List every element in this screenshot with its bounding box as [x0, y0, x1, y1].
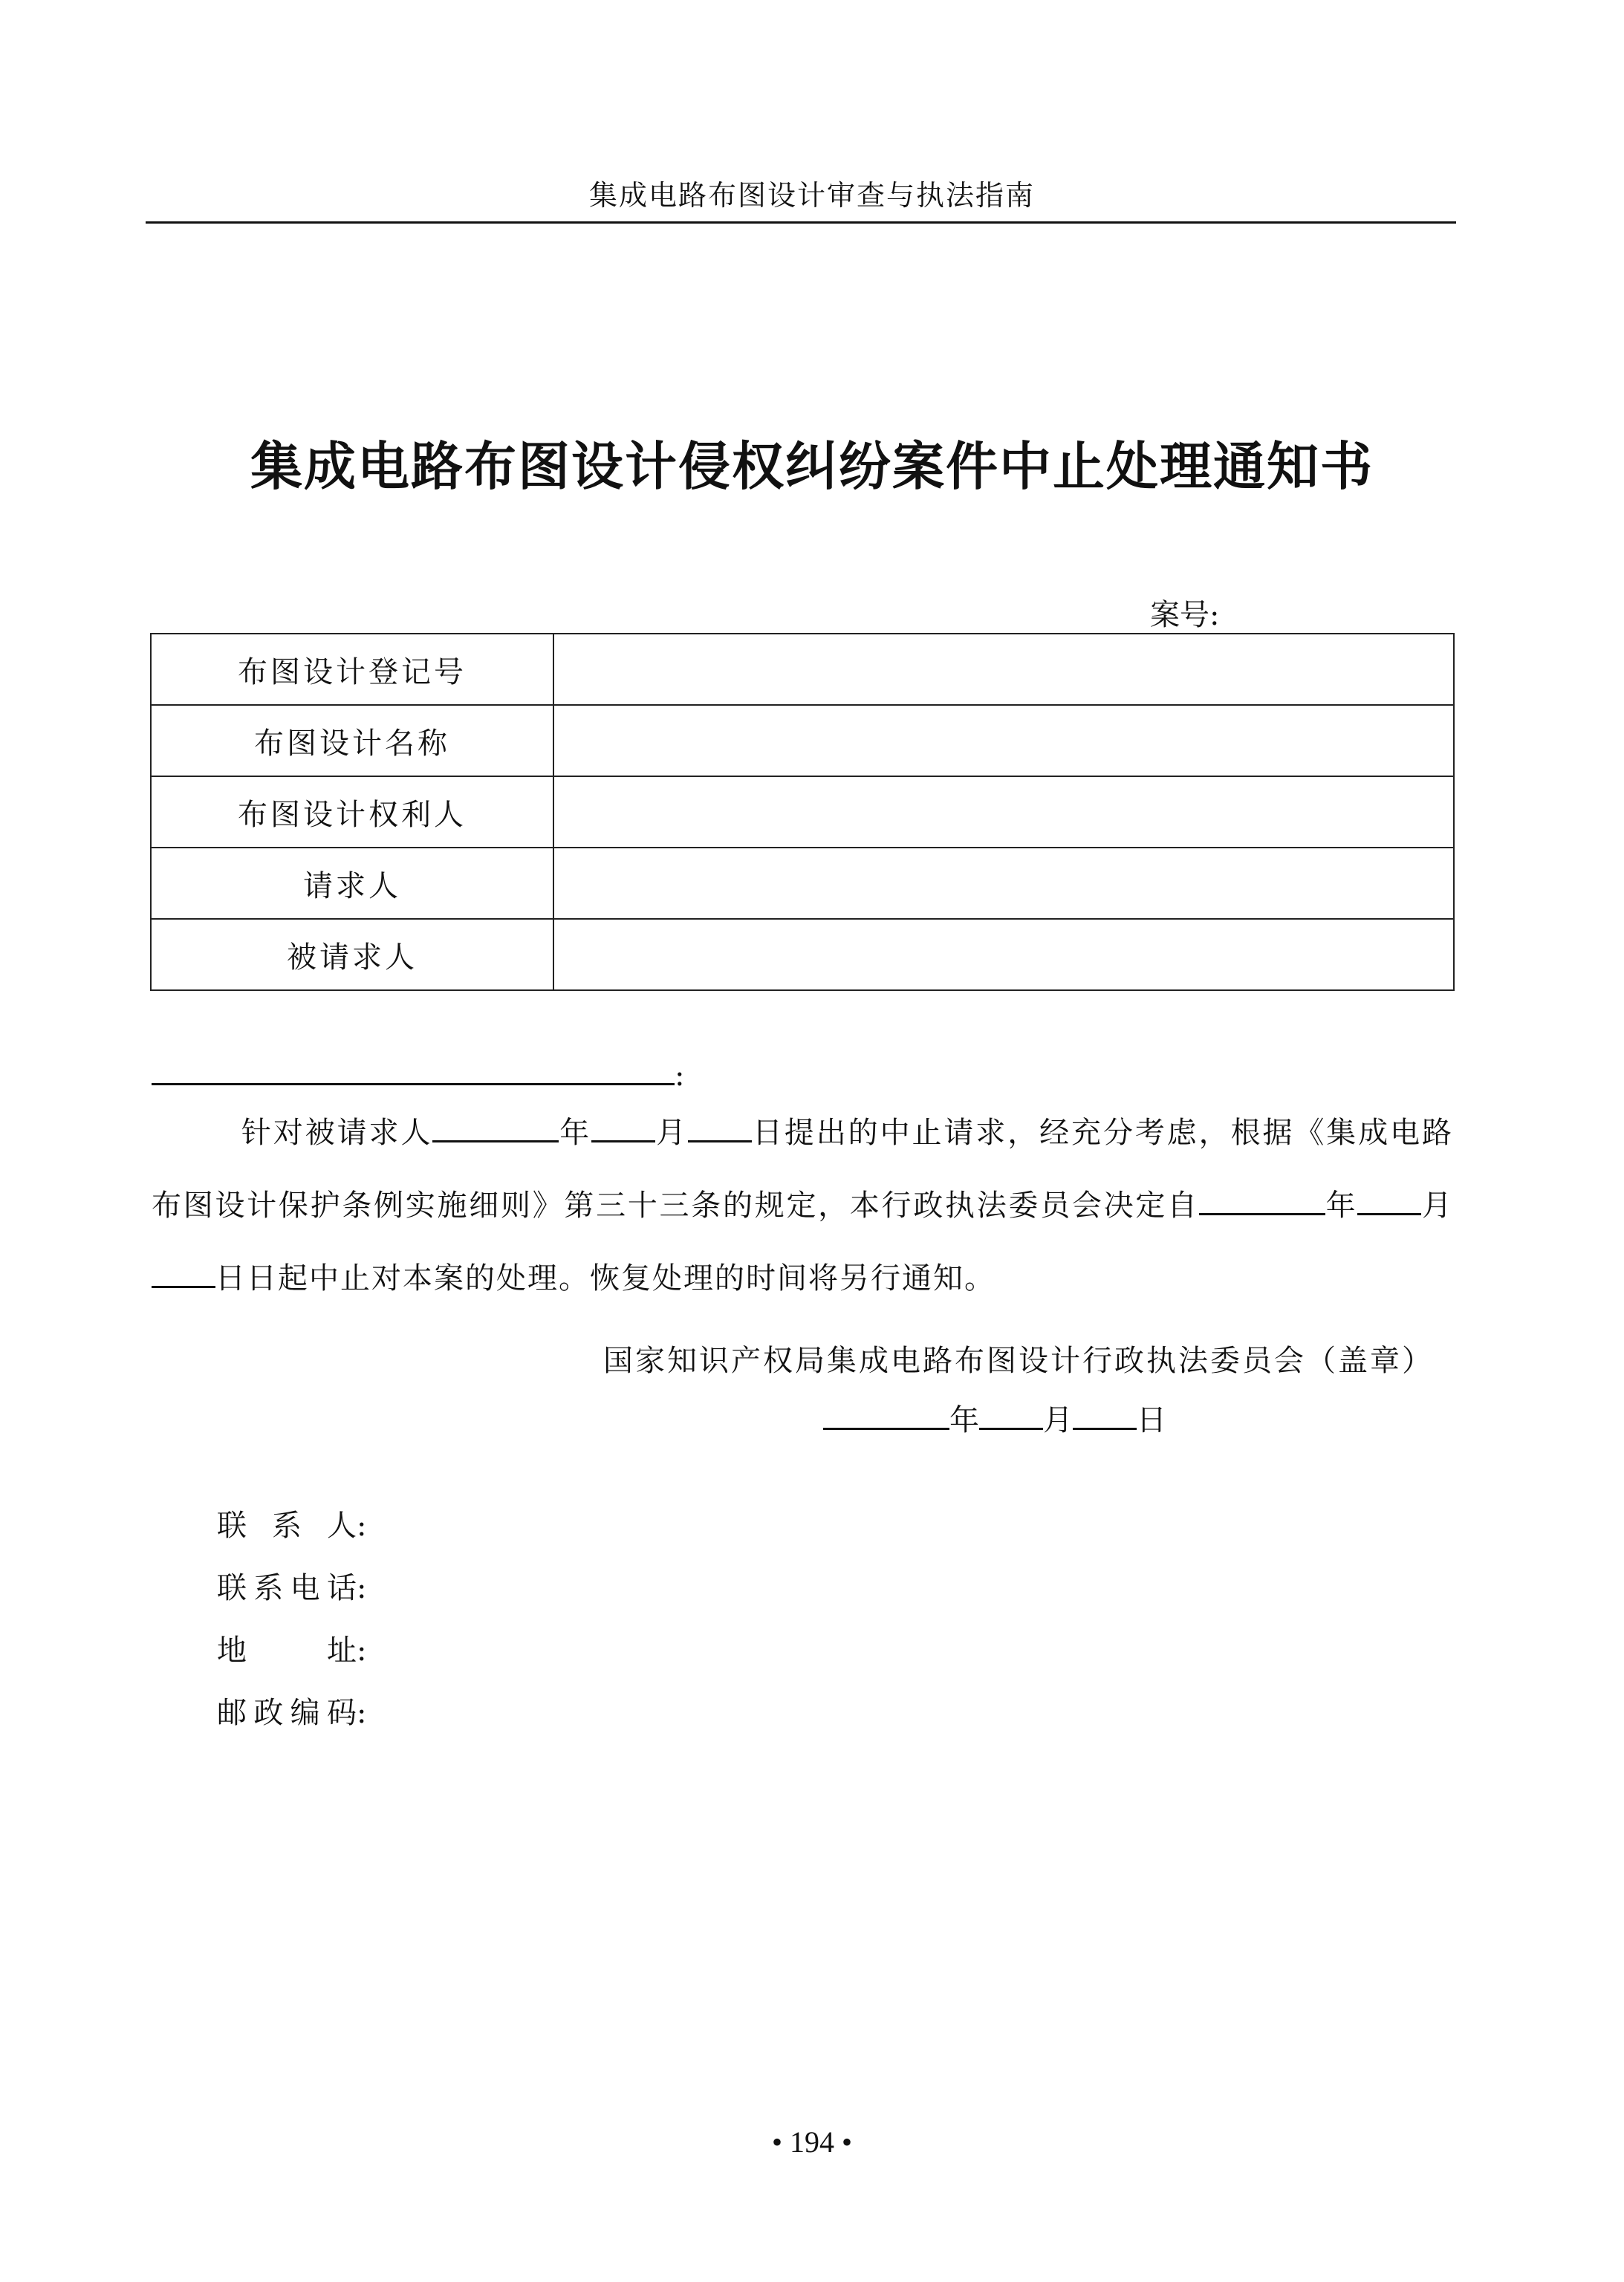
notice-body: [152, 1096, 1453, 1315]
contact-phone-label: 联系电话: [217, 1571, 357, 1605]
row-value-requester: [553, 848, 1454, 919]
body-month-2: 月: [1421, 1189, 1454, 1223]
table-row: [151, 919, 1454, 990]
issue-year-blank: [823, 1405, 949, 1430]
row-value-respondent: [553, 919, 1454, 990]
addressee-colon: :: [675, 1059, 685, 1093]
table-row: [151, 705, 1454, 776]
issue-year-label: 年: [949, 1403, 979, 1437]
issue-month-label: 月: [1043, 1403, 1073, 1437]
table-row: [151, 848, 1454, 919]
addressee-line: [152, 1053, 684, 1093]
row-value-registration-no: [553, 634, 1454, 705]
suspend-year-blank: [1199, 1191, 1325, 1215]
contact-person-colon: :: [357, 1509, 367, 1543]
issue-date: [823, 1397, 1166, 1439]
contact-person-row: [217, 1495, 366, 1557]
row-label-design-name: 布图设计名称: [151, 705, 553, 776]
contact-postcode-label: 邮政编码: [217, 1696, 357, 1730]
contact-postcode-colon: :: [357, 1696, 367, 1730]
issuer-signature: 国家知识产权局集成电路布图设计行政执法委员会（盖章）: [603, 1344, 1434, 1378]
suspend-day-blank: [152, 1264, 215, 1288]
case-number-label: 案号:: [1150, 598, 1220, 632]
row-value-right-holder: [553, 776, 1454, 848]
document-title: 集成电路布图设计侵权纠纷案件中止处理通知书: [250, 435, 1374, 497]
body-month-1: 月: [655, 1116, 689, 1150]
contact-address-row: [217, 1619, 366, 1682]
issue-day-label: 日: [1137, 1403, 1166, 1437]
request-day-blank: [688, 1118, 752, 1142]
table-row: [151, 776, 1454, 848]
body-text-1: 针对被请求人: [241, 1116, 433, 1150]
contact-person-label: 联系人: [217, 1509, 357, 1543]
contact-block: [217, 1495, 366, 1744]
row-label-right-holder: 布图设计权利人: [151, 776, 553, 848]
row-label-requester: 请求人: [151, 848, 553, 919]
issue-day-blank: [1073, 1405, 1137, 1430]
suspend-month-blank: [1357, 1191, 1421, 1215]
contact-address-label: 地址: [217, 1634, 357, 1668]
running-header: 集成电路布图设计审查与执法指南: [588, 179, 1035, 212]
header-rule: [146, 221, 1456, 224]
request-month-blank: [591, 1118, 655, 1142]
issue-month-blank: [979, 1405, 1043, 1430]
body-text-2: 日提出的中止请求，经充分考虑，根据《集成电路布图设计保护条例实施细则》第三十三条的规定，本行政执法委员会决定自: [152, 1116, 1454, 1223]
contact-address-colon: :: [357, 1634, 367, 1668]
page-number: • 194 •: [771, 2125, 852, 2159]
info-table: [150, 633, 1455, 991]
body-year-2: 年: [1325, 1189, 1358, 1223]
row-label-registration-no: 布图设计登记号: [151, 634, 553, 705]
body-text-3: 日日起中止对本案的处理。恢复处理的时间将另行通知。: [215, 1261, 995, 1296]
request-year-blank: [432, 1118, 559, 1142]
contact-phone-row: [217, 1557, 366, 1619]
table-row: [151, 634, 1454, 705]
contact-phone-colon: :: [357, 1571, 367, 1605]
body-year-1: 年: [559, 1116, 592, 1150]
contact-postcode-row: [217, 1682, 366, 1744]
row-label-respondent: 被请求人: [151, 919, 553, 990]
addressee-blank: [152, 1053, 675, 1085]
row-value-design-name: [553, 705, 1454, 776]
